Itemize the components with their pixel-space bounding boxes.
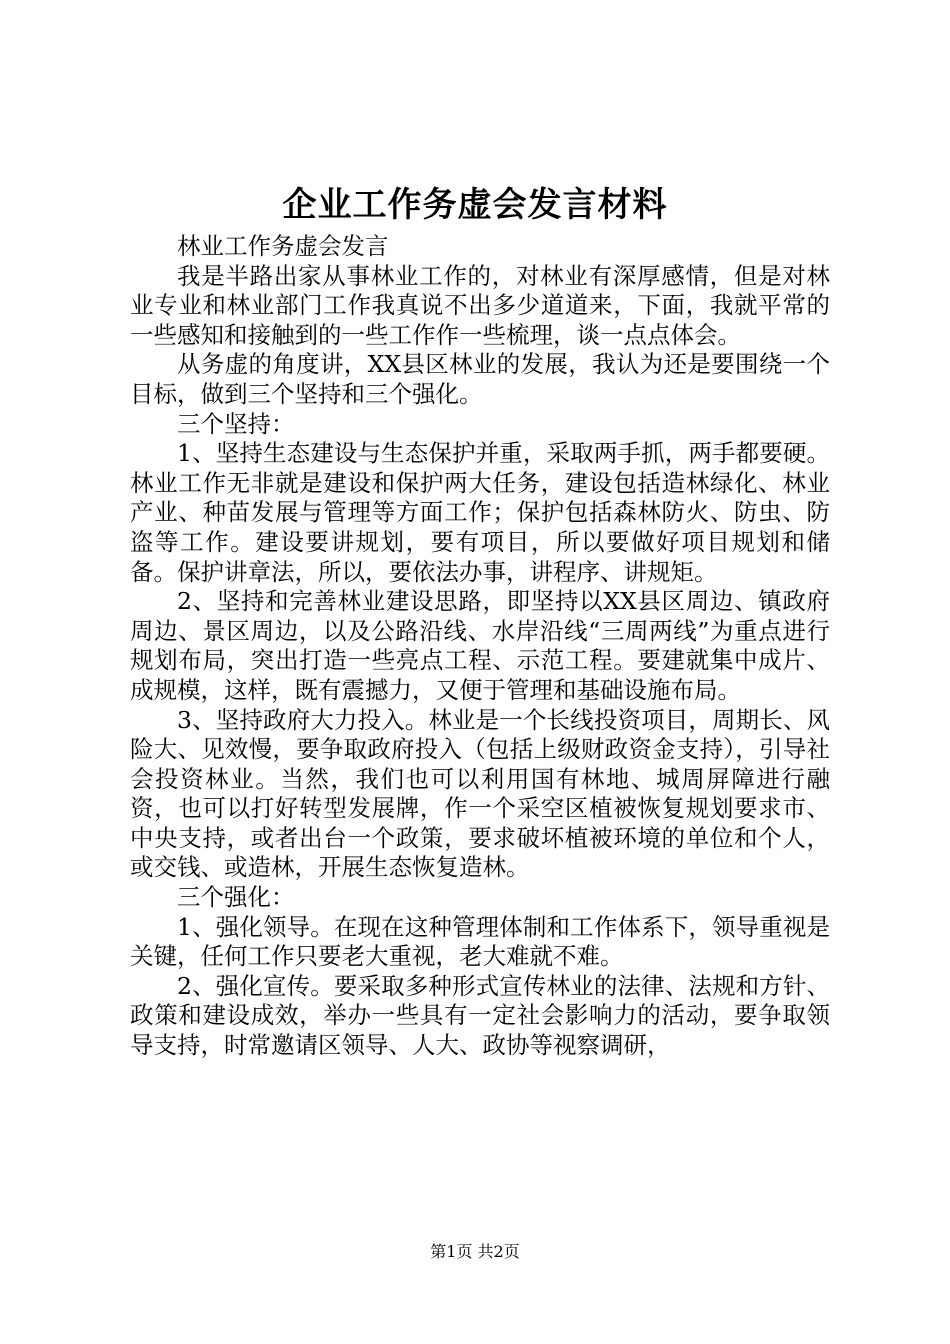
page-footer: 第1页 共2页 <box>430 1242 520 1261</box>
paragraph: 我是半路出家从事林业工作的，对林业有深厚感情，但是对林业专业和林业部门工作我真说不出多少道道来，下面，我就平常的一些感知和接触到的一些工作作一些梳理，谈一点点体会。 <box>130 261 830 349</box>
paragraph: 1、坚持生态建设与生态保护并重，采取两手抓，两手都要硬。林业工作无非就是建设和保护两大任务，建设包括造林绿化、林业产业、种苗发展与管理等方面工作；保护包括森林防火、防虫、防盗等工作。建设要讲规划，要有项目，所以要做好项目规划和储备。保护讲章法，所以，要依法办事，讲程序、讲规矩。 <box>130 439 830 586</box>
section-heading: 三个坚持： <box>177 409 295 438</box>
section-heading: 三个强化： <box>177 883 295 912</box>
paragraph: 2、强化宣传。要采取多种形式宣传林业的法律、法规和方针、政策和建设成效，举办一些具有一定社会影响力的活动，要争取领导支持，时常邀请区领导、人大、政协等视察调研， <box>130 971 830 1060</box>
paragraph: 从务虚的角度讲，XX县区林业的发展，我认为还是要围绕一个目标，做到三个坚持和三个强化。 <box>130 350 830 408</box>
document-body <box>130 232 830 1061</box>
document-title: 企业工作务虚会发言材料 <box>282 185 668 225</box>
paragraph: 林业工作务虚会发言 <box>177 232 389 260</box>
paragraph: 1、强化领导。在现在这种管理体制和工作体系下，领导重视是关键，任何工作只要老大重视，老大难就不难。 <box>130 912 830 971</box>
paragraph: 3、坚持政府大力投入。林业是一个长线投资项目，周期长、风险大、见效慢，要争取政府投入（包括上级财政资金支持），引导社会投资林业。当然，我们也可以利用国有林地、城周屏障进行融资，也可以打好转型发展牌，作一个采空区植被恢复规划要求市、中央支持，或者出台一个政策，要求破坏植被环境的单位和个人，或交钱、或造林，开展生态恢复造林。 <box>130 705 830 882</box>
paragraph: 2、坚持和完善林业建设思路，即坚持以XX县区周边、镇政府周边、景区周边，以及公路沿线、水岸沿线“三周两线”为重点进行规划布局，突出打造一些亮点工程、示范工程。要建就集中成片、成规模，这样，既有震撼力，又便于管理和基础设施布局。 <box>130 587 830 704</box>
